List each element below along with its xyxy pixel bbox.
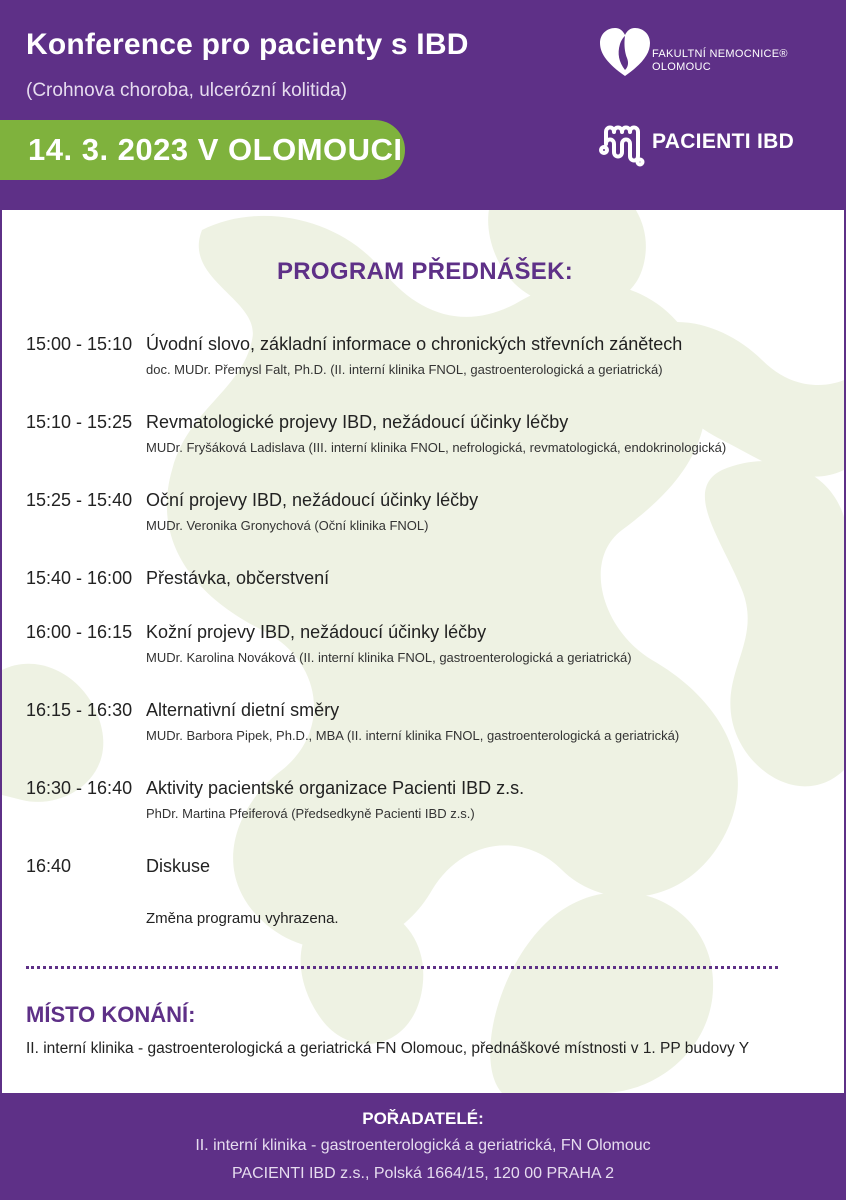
- fnol-logo: [598, 26, 808, 80]
- panel-content: [2, 210, 844, 1093]
- item-title: Přestávka, občerstvení: [146, 568, 330, 588]
- item-time: 16:00 - 16:15: [26, 622, 133, 642]
- program-panel: [2, 210, 844, 1093]
- item-title: Alternativní dietní směry: [146, 700, 340, 720]
- organizers-heading: POŘADATELÉ:: [362, 1109, 484, 1128]
- page-title: Konference pro pacienty s IBD: [26, 28, 469, 61]
- item-title: Diskuse: [146, 856, 211, 876]
- program-heading: PROGRAM PŘEDNÁŠEK:: [276, 258, 574, 285]
- item-title: Aktivity pacientské organizace Pacienti IBD z.s.: [146, 778, 525, 798]
- item-time: 16:15 - 16:30: [26, 700, 133, 720]
- item-title: Kožní projevy IBD, nežádoucí účinky léčby: [146, 622, 487, 642]
- pacienti-ibd-logo: [598, 120, 808, 168]
- item-title: Oční projevy IBD, nežádoucí účinky léčby: [146, 490, 479, 510]
- organizer-line-1: II. interní klinika - gastroenterologická a geriatrická, FN Olomouc: [195, 1137, 651, 1154]
- header: [0, 0, 846, 210]
- venue-heading: MÍSTO KONÁNÍ:: [26, 1002, 196, 1027]
- item-speaker: MUDr. Barbora Pipek, Ph.D., MBA (II. interní klinika FNOL, gastroenterologická a geriatrická): [146, 728, 680, 743]
- program-change-note: Změna programu vyhrazena.: [146, 910, 339, 927]
- organizer-line-2: PACIENTI IBD z.s., Polská 1664/15, 120 00 PRAHA 2: [231, 1165, 615, 1182]
- item-speaker: MUDr. Veronika Gronychová (Oční klinika FNOL): [146, 518, 429, 533]
- dotted-divider: [26, 966, 778, 969]
- venue-text: II. interní klinika - gastroenterologická a geriatrická FN Olomouc, přednáškové místnosti v 1. PP budovy Y: [26, 1040, 750, 1057]
- item-speaker: doc. MUDr. Přemysl Falt, Ph.D. (II. interní klinika FNOL, gastroenterologická a geriatrická): [146, 362, 663, 377]
- item-time: 15:40 - 16:00: [26, 568, 133, 588]
- item-time: 15:25 - 15:40: [26, 490, 133, 510]
- item-speaker: MUDr. Fryšáková Ladislava (III. interní klinika FNOL, nefrologická, revmatologická, endokrinologická): [146, 440, 727, 455]
- page-subtitle: (Crohnova choroba, ulcerózní kolitida): [26, 80, 348, 101]
- item-speaker: MUDr. Karolina Nováková (II. interní klinika FNOL, gastroenterologická a geriatrická): [146, 650, 632, 665]
- item-title: Úvodní slovo, základní informace o chronických střevních zánětech: [146, 334, 683, 354]
- fnol-logo-line2: OLOMOUC: [652, 61, 711, 73]
- item-title: Revmatologické projevy IBD, nežádoucí účinky léčby: [146, 412, 569, 432]
- item-time: 15:10 - 15:25: [26, 412, 133, 432]
- item-time: 16:30 - 16:40: [26, 778, 133, 798]
- heart-hands-icon: [598, 26, 652, 80]
- item-speaker: PhDr. Martina Pfeiferová (Předsedkyně Pacienti IBD z.s.): [146, 806, 475, 821]
- event-date: 14. 3. 2023 V OLOMOUCI: [28, 132, 403, 167]
- item-time: 16:40: [26, 856, 72, 876]
- footer: [0, 1093, 846, 1200]
- fnol-logo-text: [652, 48, 788, 74]
- date-banner: [0, 120, 405, 180]
- item-time: 15:00 - 15:10: [26, 334, 133, 354]
- fnol-logo-line1: FAKULTNÍ NEMOCNICE®: [652, 48, 788, 60]
- pacienti-ibd-logo-text: PACIENTI IBD: [652, 130, 795, 153]
- intestine-icon: [598, 120, 646, 168]
